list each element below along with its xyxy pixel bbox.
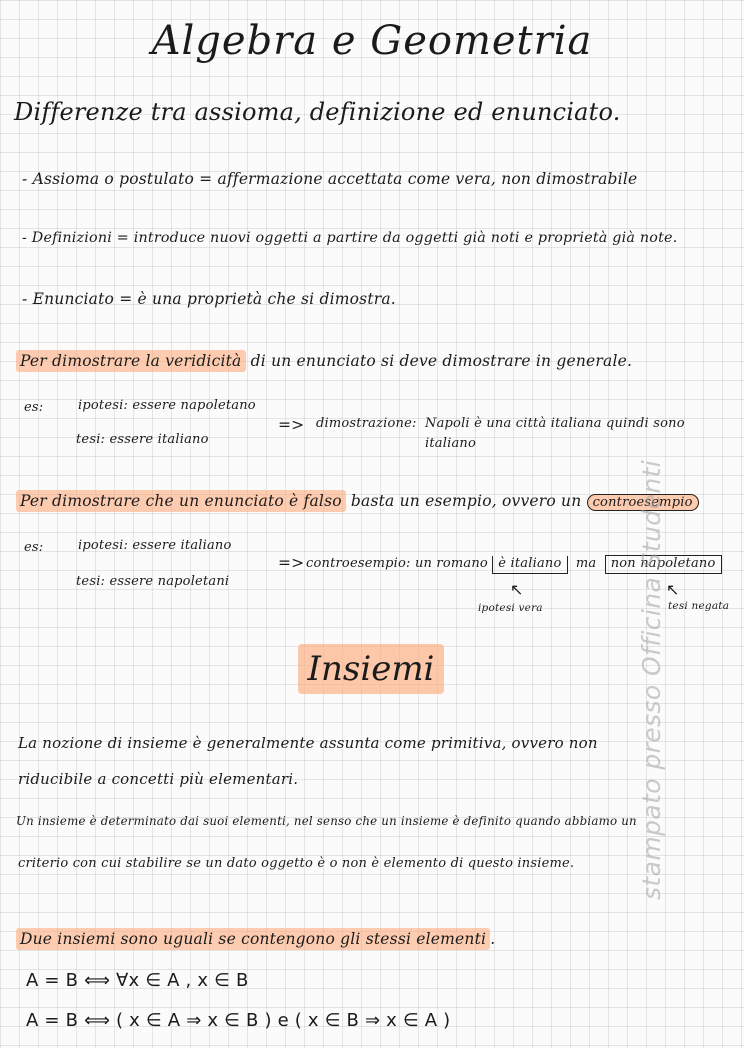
implies-2: => bbox=[278, 554, 305, 572]
note-negated-thesis: tesi negata bbox=[668, 600, 730, 612]
axiom-item: - Assioma o postulato = affermazione accettata come vera, non dimostrabile bbox=[22, 170, 638, 188]
es-label-2: es: bbox=[24, 540, 44, 555]
insiemi-p1-line1: La nozione di insieme è generalmente assunta come primitiva, ovvero non bbox=[18, 734, 598, 752]
watermark: stampato presso Officina Studenti bbox=[637, 459, 666, 900]
insiemi-p2-line2: criterio con cui stabilire se un dato oggetto è o non è elemento di questo insieme. bbox=[18, 856, 575, 871]
counterexample-label: controesempio: un romano bbox=[306, 556, 488, 571]
false-highlight: Per dimostrare che un enunciato è falso bbox=[16, 490, 346, 512]
hypothesis-2: ipotesi: essere italiano bbox=[78, 538, 232, 553]
implies-1: => bbox=[278, 416, 305, 434]
definition-item: - Definizioni = introduce nuovi oggetti a partire da oggetti già noti e proprietà già note. bbox=[22, 230, 678, 246]
proof-line2: italiano bbox=[425, 436, 476, 451]
thesis-2: tesi: essere napoletani bbox=[76, 574, 230, 589]
note-true-hypothesis: ipotesi vera bbox=[478, 602, 543, 614]
counterexample-circled: controesempio bbox=[587, 494, 699, 511]
insiemi-p2-line1: Un insieme è determinato dai suoi elementi, nel senso che un insieme è definito quando abbiamo un bbox=[16, 814, 637, 828]
equal-sets-line bbox=[16, 930, 495, 948]
veridicity-highlight: Per dimostrare la veridicità bbox=[16, 350, 246, 372]
box-not-napoletano: non napoletano bbox=[605, 555, 722, 574]
es-label-1: es: bbox=[24, 400, 44, 415]
page-title: Algebra e Geometria bbox=[151, 18, 593, 64]
insiemi-title: Insiemi bbox=[298, 644, 444, 694]
but-word: ma bbox=[575, 556, 597, 571]
formula-2: A = B ⟺ ( x ∈ A ⇒ x ∈ B ) e ( x ∈ B ⇒ x ∈ A ) bbox=[26, 1010, 451, 1031]
hypothesis-1: ipotesi: essere napoletano bbox=[78, 398, 256, 413]
arrow-thesis: ↖ bbox=[666, 580, 680, 599]
section1-heading: Differenze tra assioma, definizione ed enunciato. bbox=[14, 98, 621, 126]
proof-label: dimostrazione: bbox=[316, 416, 417, 431]
statement-item: - Enunciato = è una proprietà che si dimostra. bbox=[22, 290, 396, 308]
insiemi-p1-line2: riducibile a concetti più elementari. bbox=[18, 770, 299, 788]
veridicity-rest: di un enunciato si deve dimostrare in generale. bbox=[250, 352, 633, 370]
arrow-hypothesis: ↖ bbox=[510, 580, 524, 599]
box-italian: è italiano bbox=[492, 556, 567, 574]
thesis-1: tesi: essere italiano bbox=[76, 432, 209, 447]
false-statement-line bbox=[16, 492, 699, 510]
formula-1: A = B ⟺ ∀x ∈ A , x ∈ B bbox=[26, 970, 249, 991]
equal-sets-highlight: Due insiemi sono uguali se contengono gli stessi elementi bbox=[16, 928, 490, 950]
false-rest: basta un esempio, ovvero un bbox=[350, 492, 582, 510]
equal-sets-dot: . bbox=[490, 930, 496, 948]
proof-line1: Napoli è una città italiana quindi sono bbox=[425, 416, 685, 431]
veridicity-line bbox=[16, 352, 632, 370]
